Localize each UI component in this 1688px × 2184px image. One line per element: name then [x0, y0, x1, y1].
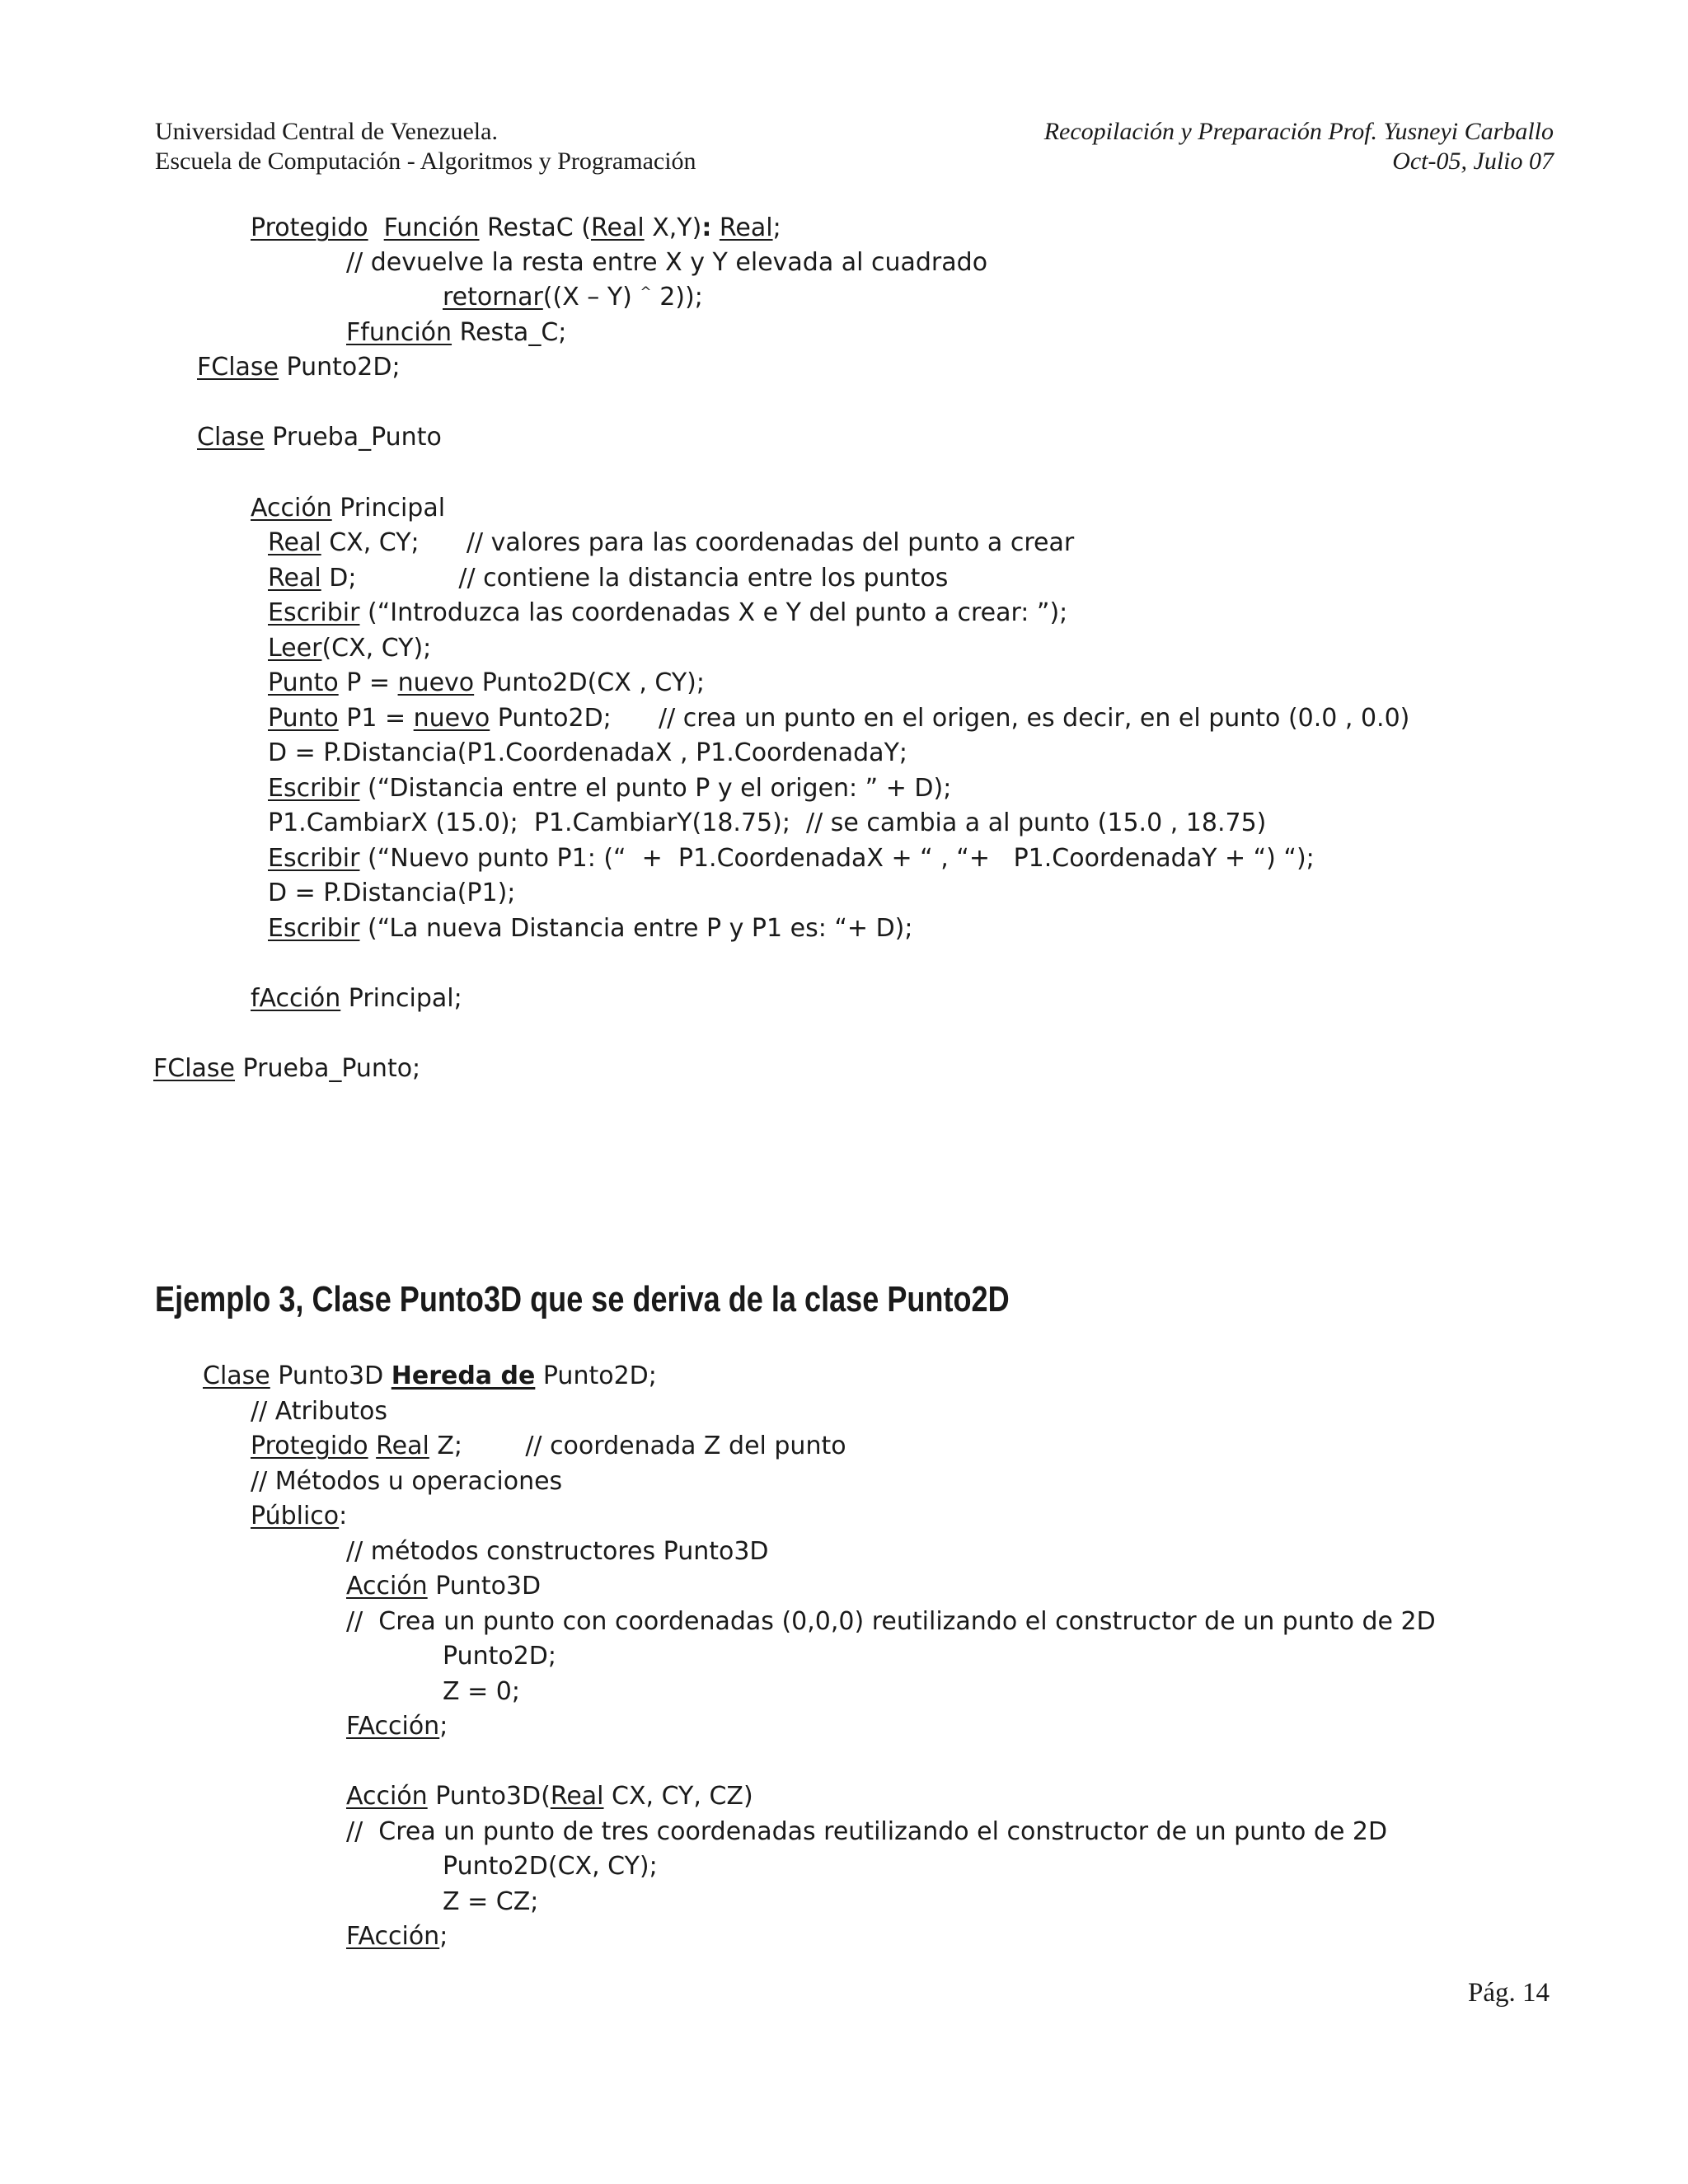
code-line — [197, 421, 442, 454]
code-text: : — [701, 213, 712, 242]
code-line — [268, 562, 948, 595]
code-text: CX, CY; // valores para las coordenadas del punto a crear — [321, 528, 1075, 557]
keyword: Protegido — [251, 1432, 368, 1460]
code-text: ((X – Y) — [542, 283, 640, 312]
code-text — [711, 213, 720, 242]
code-line — [346, 1570, 541, 1603]
code-comment: // Métodos u operaciones — [251, 1467, 563, 1496]
code-text: (“Introduzca las coordenadas X e Y del punto a crear: ”); — [359, 598, 1068, 627]
code-text: Z; // coordenada Z del punto — [429, 1432, 846, 1460]
code-line: Z = CZ; — [443, 1887, 539, 1916]
caret-symbol: ^ — [640, 284, 652, 301]
keyword: Escribir — [268, 914, 360, 943]
code-text: D; // contiene la distancia entre los puntos — [321, 564, 949, 593]
code-line: D = P.Distancia(P1.CoordenadaX , P1.CoordenadaY; — [268, 738, 908, 767]
keyword: Real — [268, 564, 321, 593]
page-number: Pág. 14 — [1468, 1978, 1550, 2008]
code-text: Resta_C; — [452, 318, 567, 347]
code-text: CX, CY, CZ) — [603, 1782, 753, 1811]
code-comment: // Crea un punto de tres coordenadas reutilizando el constructor de un punto de 2D — [346, 1817, 1388, 1846]
code-line — [268, 912, 912, 945]
code-text: ; — [439, 1922, 448, 1951]
code-line — [268, 527, 1074, 560]
keyword: Clase — [203, 1361, 270, 1390]
code-text: (“Distancia entre el punto P y el origen: ” + D); — [359, 774, 952, 803]
code-comment: // Atributos — [251, 1397, 387, 1426]
keyword: Punto — [268, 668, 339, 697]
keyword-bold: Hereda de — [391, 1361, 536, 1390]
code-line — [251, 212, 781, 245]
keyword: Acción — [346, 1572, 428, 1601]
code-line — [251, 1430, 846, 1463]
code-line — [268, 772, 951, 805]
keyword: Escribir — [268, 774, 360, 803]
code-line — [251, 1500, 347, 1533]
keyword: Real — [550, 1782, 604, 1811]
code-text: Punto3D — [427, 1572, 542, 1601]
code-text: P = — [338, 668, 398, 697]
code-text: (CX, CY); — [321, 634, 432, 663]
keyword: FClase — [153, 1054, 236, 1083]
keyword: Función — [383, 213, 480, 242]
code-line — [443, 281, 703, 314]
code-text: (“La nueva Distancia entre P y P1 es: “+ D); — [359, 914, 913, 943]
code-text: Punto3D — [270, 1361, 392, 1390]
author-credit: Recopilación y Preparación Prof. Yusneyi Carballo — [1043, 118, 1554, 145]
code-line — [268, 632, 431, 665]
keyword: fAcción — [251, 984, 341, 1013]
section-heading: Ejemplo 3, Clase Punto3D que se deriva de la clase Punto2D — [155, 1279, 1010, 1319]
code-line: Punto2D(CX, CY); — [443, 1852, 658, 1881]
keyword: Público — [251, 1502, 340, 1530]
keyword: Escribir — [268, 598, 360, 627]
keyword: nuevo — [413, 704, 490, 733]
code-text: (“Nuevo punto P1: (“ + P1.CoordenadaX + “ , “+ P1.CoordenadaY + “) “); — [359, 844, 1315, 873]
code-text: Principal — [331, 494, 446, 523]
code-text — [368, 213, 384, 242]
code-comment: // Crea un punto con coordenadas (0,0,0) reutilizando el constructor de un punto de 2D — [346, 1607, 1436, 1636]
code-line — [153, 1052, 420, 1085]
code-line — [346, 1710, 448, 1743]
code-line — [268, 597, 1067, 630]
keyword: FAcción — [346, 1712, 440, 1741]
code-line — [268, 842, 1315, 875]
university-name: Universidad Central de Venezuela. — [155, 118, 498, 145]
page-header-left — [155, 117, 696, 176]
code-text: Punto2D; — [535, 1361, 657, 1390]
keyword: Real — [719, 213, 773, 242]
code-text: Punto3D( — [427, 1782, 551, 1811]
code-line — [197, 351, 401, 384]
code-text: : — [339, 1502, 348, 1530]
keyword: Protegido — [251, 213, 368, 242]
code-text: X,Y) — [644, 213, 702, 242]
keyword: Escribir — [268, 844, 360, 873]
code-line: D = P.Distancia(P1); — [268, 879, 516, 907]
code-text: 2)); — [651, 283, 703, 312]
keyword: FAcción — [346, 1922, 440, 1951]
keyword: Acción — [346, 1782, 428, 1811]
keyword: Clase — [197, 423, 265, 452]
code-line — [346, 316, 566, 349]
code-comment: // devuelve la resta entre X y Y elevada al cuadrado — [346, 248, 988, 277]
code-text: RestaC ( — [479, 213, 591, 242]
keyword: Punto — [268, 704, 339, 733]
code-text: ; — [439, 1712, 448, 1741]
code-line: Z = 0; — [443, 1677, 520, 1706]
page-header-right — [1044, 117, 1554, 176]
code-text: Principal; — [340, 984, 462, 1013]
code-line — [346, 1920, 448, 1953]
code-text — [368, 1432, 377, 1460]
code-text: Prueba_Punto — [264, 423, 442, 452]
code-line — [203, 1360, 657, 1393]
code-line: P1.CambiarX (15.0); P1.CambiarY(18.75); // se cambia a al punto (15.0 , 18.75) — [268, 808, 1267, 837]
code-line — [346, 1780, 753, 1813]
code-line — [268, 702, 1409, 735]
code-line — [251, 492, 445, 525]
keyword: Real — [376, 1432, 429, 1460]
keyword: Real — [268, 528, 321, 557]
code-text: ; — [772, 213, 781, 242]
code-text: Punto2D; — [279, 353, 401, 382]
code-text: Punto2D; // crea un punto en el origen, es decir, en el punto (0.0 , 0.0) — [490, 704, 1410, 733]
code-line: Punto2D; — [443, 1642, 557, 1671]
code-line — [268, 667, 705, 700]
code-line — [251, 982, 462, 1015]
keyword: Real — [590, 213, 645, 242]
code-text: Prueba_Punto; — [235, 1054, 421, 1083]
code-comment: // métodos constructores Punto3D — [346, 1537, 769, 1566]
keyword: Leer — [268, 634, 322, 663]
school-course: Escuela de Computación - Algoritmos y Programación — [155, 148, 696, 175]
keyword: Acción — [251, 494, 332, 523]
document-date: Oct-05, Julio 07 — [1392, 148, 1554, 175]
code-text: Punto2D(CX , CY); — [474, 668, 705, 697]
keyword: Ffunción — [346, 318, 452, 347]
keyword: retornar — [443, 283, 543, 312]
code-text: P1 = — [338, 704, 414, 733]
keyword: nuevo — [397, 668, 475, 697]
keyword: FClase — [197, 353, 279, 382]
